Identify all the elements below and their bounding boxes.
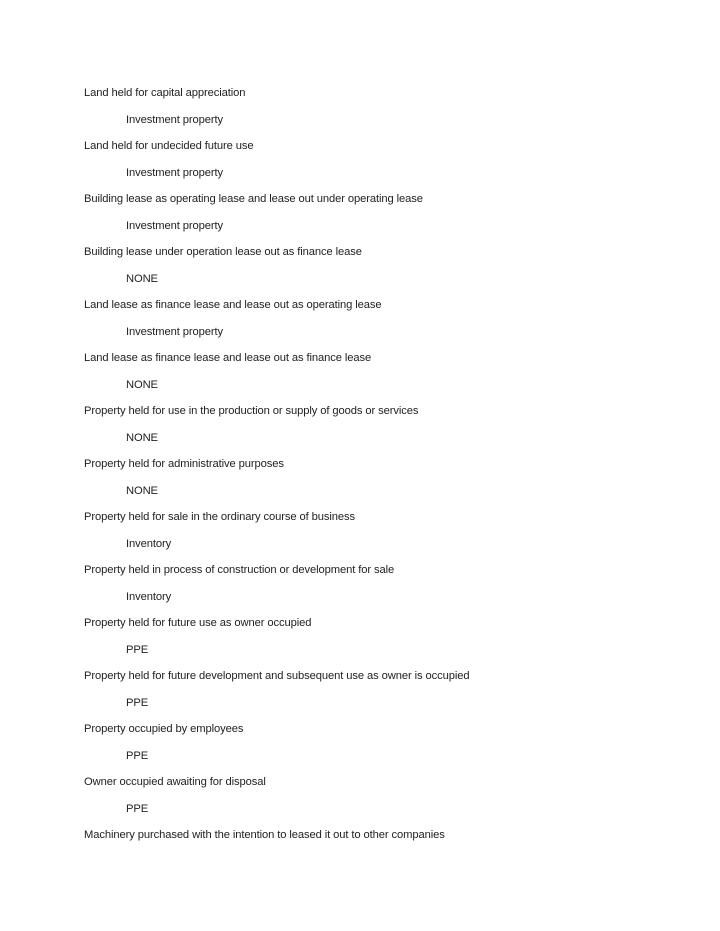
item-question: Property held for use in the production or supply of goods or services [84,405,419,417]
item-question: Land held for capital appreciation [84,87,246,99]
item-question: Land held for undecided future use [84,140,254,152]
item-answer: PPE [126,749,149,762]
item-answer: PPE [126,696,149,709]
item-answer: Investment property [126,166,223,179]
item-answer: NONE [126,272,158,285]
item-answer: PPE [126,802,149,815]
item-answer: Inventory [126,590,172,603]
item-question: Property held for sale in the ordinary course of business [84,511,356,523]
item-answer: PPE [126,643,149,656]
item-answer: NONE [126,378,158,391]
item-question: Owner occupied awaiting for disposal [84,776,266,788]
item-answer: Inventory [126,537,172,550]
item-question: Property held for administrative purposes [84,458,284,470]
item-question: Property held in process of construction or development for sale [84,564,395,576]
item-question: Land lease as finance lease and lease out as finance lease [84,352,372,364]
item-question: Property held for future development and subsequent use as owner is occupied [84,670,470,682]
item-question: Machinery purchased with the intention to leased it out to other companies [84,829,445,841]
item-answer: Investment property [126,325,223,338]
item-question: Property held for future use as owner occupied [84,617,312,629]
item-answer: NONE [126,431,158,444]
item-question: Property occupied by employees [84,723,244,735]
item-answer: Investment property [126,113,223,126]
item-question: Building lease as operating lease and lease out under operating lease [84,193,423,205]
item-question: Land lease as finance lease and lease out as operating lease [84,299,382,311]
item-answer: NONE [126,484,158,497]
classification-list [84,86,684,855]
item-answer: Investment property [126,219,223,232]
item-question: Building lease under operation lease out as finance lease [84,246,362,258]
